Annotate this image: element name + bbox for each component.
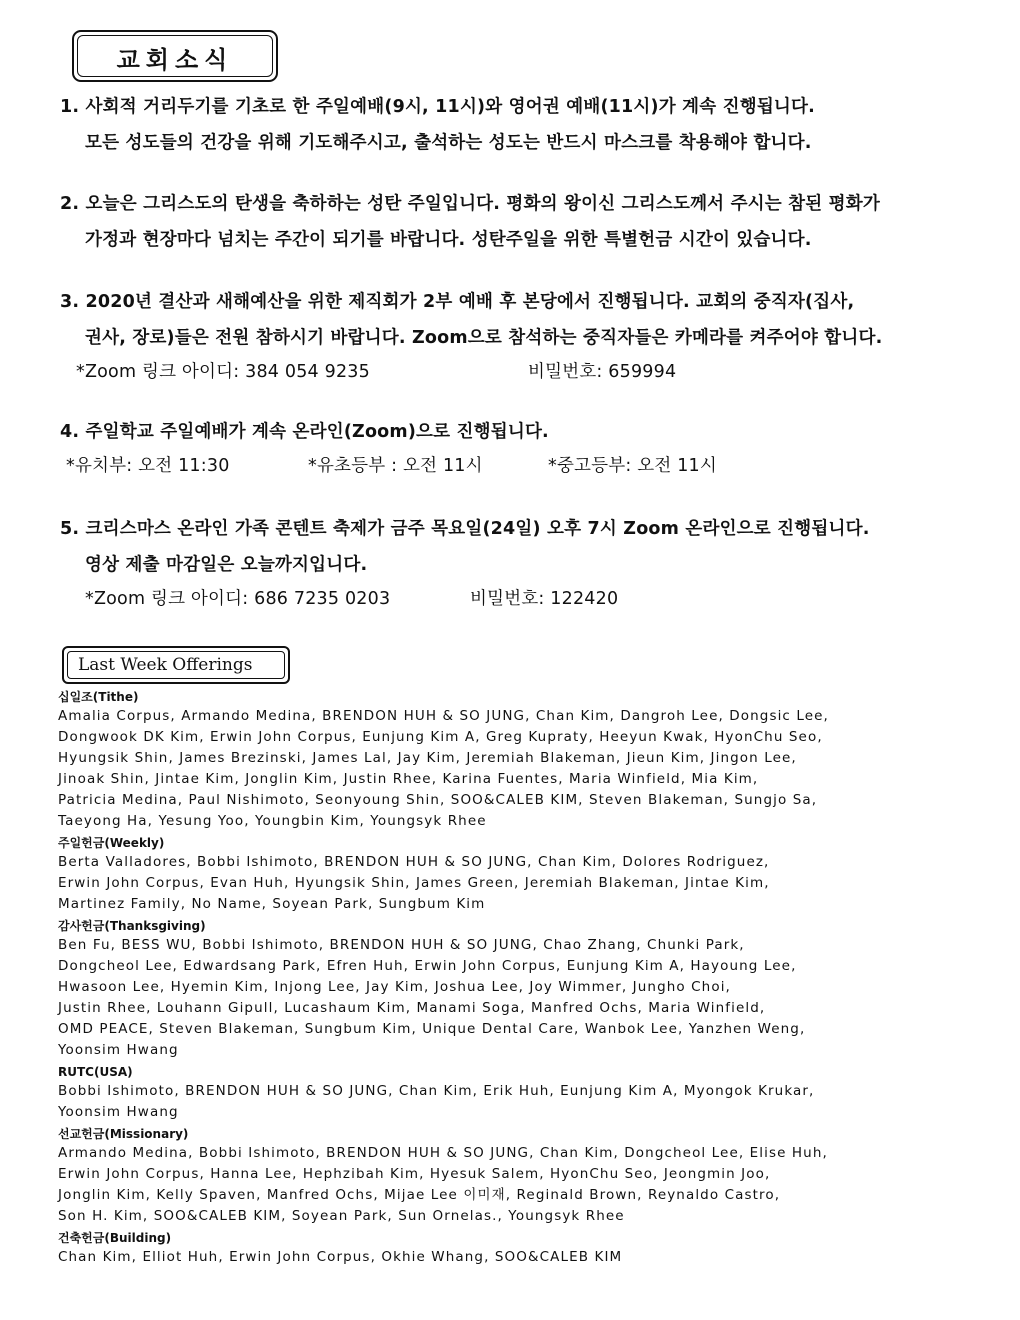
zoom-id: *Zoom 링크 아이디: 384 054 9235 xyxy=(76,362,370,382)
schedule-item: *유치부: 오전 11:30 xyxy=(66,456,230,476)
donor-line: Martinez Family, No Name, Soyean Park, Sungbum Kim xyxy=(58,896,486,912)
donor-line: Bobbi Ishimoto, BRENDON HUH & SO JUNG, Chan Kim, Erik Huh, Eunjung Kim A, Myongok Krukar, xyxy=(58,1083,815,1099)
donor-line: Yoonsim Hwang xyxy=(58,1104,179,1120)
donor-line: Hwasoon Lee, Hyemin Kim, Injong Lee, Jay Kim, Joshua Lee, Joy Wimmer, Jungho Choi, xyxy=(58,979,731,995)
donor-line: Erwin John Corpus, Hanna Lee, Hephzibah Kim, Hyesuk Salem, HyonChu Seo, Jeongmin Joo, xyxy=(58,1166,771,1182)
page-title: 교회소식 xyxy=(116,46,234,74)
offering-category-heading: 건축헌금(Building) xyxy=(58,1231,172,1245)
donor-line: Armando Medina, Bobbi Ishimoto, BRENDON HUH & SO JUNG, Chan Kim, Dongcheol Lee, Elise Huh, xyxy=(58,1145,828,1161)
donor-line: Yoonsim Hwang xyxy=(58,1042,179,1058)
announcement-3 xyxy=(60,284,960,388)
sunday-school-schedule xyxy=(60,450,960,482)
announcement-line: 영상 제출 마감일은 오늘까지입니다. xyxy=(85,555,368,575)
schedule-item: *중고등부: 오전 11시 xyxy=(548,456,717,476)
offering-category-heading: 감사헌금(Thanksgiving) xyxy=(58,919,206,933)
announcement-2 xyxy=(60,186,960,258)
announcement-line: 2. 오늘은 그리스도의 탄생을 축하하는 성탄 주일입니다. 평화의 왕이신 그리스도께서 주시는 참된 평화가 xyxy=(60,194,880,214)
announcement-line: 3. 2020년 결산과 새해예산을 위한 제직회가 2부 예배 후 본당에서 진행됩니다. 교회의 중직자(집사, xyxy=(60,292,855,312)
offering-category-rutc xyxy=(58,1063,958,1123)
announcement-line: 가정과 현장마다 넘치는 주간이 되기를 바랍니다. 성탄주일을 위한 특별헌금 시간이 있습니다. xyxy=(85,230,812,250)
donor-line: Jinoak Shin, Jintae Kim, Jonglin Kim, Justin Rhee, Karina Fuentes, Maria Winfield, Mia Kim, xyxy=(58,771,759,787)
announcement-line: 모든 성도들의 건강을 위해 기도해주시고, 출석하는 성도는 반드시 마스크를 착용해야 합니다. xyxy=(85,133,812,153)
offerings-title-box xyxy=(62,646,290,684)
donor-line: Hyungsik Shin, James Brezinski, James Lal, Jay Kim, Jeremiah Blakeman, Jieun Kim, Jingon Lee, xyxy=(58,750,797,766)
offering-category-building xyxy=(58,1229,958,1268)
donor-line: Patricia Medina, Paul Nishimoto, Seonyoung Shin, SOO&CALEB KIM, Steven Blakeman, Sungjo Sa, xyxy=(58,792,818,808)
donor-line: Jonglin Kim, Kelly Spaven, Manfred Ochs, Mijae Lee 이미재, Reginald Brown, Reynaldo Castro, xyxy=(58,1187,781,1203)
donor-line: Dongwook DK Kim, Erwin John Corpus, Eunjung Kim A, Greg Kupraty, Heeyun Kwak, HyonChu Seo, xyxy=(58,729,823,745)
offering-category-heading: RUTC(USA) xyxy=(58,1065,133,1079)
section-title-box xyxy=(72,30,278,82)
offerings-list xyxy=(58,686,958,1268)
announcement-line: 권사, 장로)들은 전원 참하시기 바랍니다. Zoom으로 참석하는 중직자들은 카메라를 켜주어야 합니다. xyxy=(85,328,883,348)
announcement-line: 4. 주일학교 주일예배가 계속 온라인(Zoom)으로 진행됩니다. xyxy=(60,422,549,442)
zoom-password: 비밀번호: 659994 xyxy=(528,362,677,382)
announcement-4 xyxy=(60,414,960,482)
donor-line: Berta Valladores, Bobbi Ishimoto, BRENDON HUH & SO JUNG, Chan Kim, Dolores Rodriguez, xyxy=(58,854,770,870)
schedule-item: *유초등부 : 오전 11시 xyxy=(308,456,483,476)
offering-category-tithe xyxy=(58,688,958,832)
zoom-password: 비밀번호: 122420 xyxy=(470,589,619,609)
offering-category-heading: 주일헌금(Weekly) xyxy=(58,836,165,850)
donor-line: Amalia Corpus, Armando Medina, BRENDON HUH & SO JUNG, Chan Kim, Dangroh Lee, Dongsic Lee, xyxy=(58,708,829,724)
announcement-5 xyxy=(60,511,960,615)
announcement-line: 5. 크리스마스 온라인 가족 콘텐트 축제가 금주 목요일(24일) 오후 7시 Zoom 온라인으로 진행됩니다. xyxy=(60,519,870,539)
zoom-info-row xyxy=(60,356,960,388)
donor-line: Justin Rhee, Louhann Gipull, Lucashaum Kim, Manami Soga, Manfred Ochs, Maria Winfield, xyxy=(58,1000,766,1016)
offerings-title: Last Week Offerings xyxy=(78,655,253,675)
announcement-1 xyxy=(60,89,960,161)
offering-category-heading: 선교헌금(Missionary) xyxy=(58,1127,189,1141)
donor-line: Dongcheol Lee, Edwardsang Park, Efren Huh, Erwin John Corpus, Eunjung Kim A, Hayoung Lee, xyxy=(58,958,797,974)
donor-line: Son H. Kim, SOO&CALEB KIM, Soyean Park, Sun Ornelas., Youngsyk Rhee xyxy=(58,1208,625,1224)
donor-line: Ben Fu, BESS WU, Bobbi Ishimoto, BRENDON HUH & SO JUNG, Chao Zhang, Chunki Park, xyxy=(58,937,745,953)
offering-category-weekly xyxy=(58,834,958,915)
offering-category-heading: 십일조(Tithe) xyxy=(58,690,139,704)
zoom-id: *Zoom 링크 아이디: 686 7235 0203 xyxy=(85,589,391,609)
donor-line: Taeyong Ha, Yesung Yoo, Youngbin Kim, Youngsyk Rhee xyxy=(58,813,487,829)
zoom-info-row xyxy=(60,583,960,615)
donor-line: Erwin John Corpus, Evan Huh, Hyungsik Shin, James Green, Jeremiah Blakeman, Jintae Kim, xyxy=(58,875,770,891)
offering-category-thanksgiving xyxy=(58,917,958,1061)
announcement-line: 1. 사회적 거리두기를 기초로 한 주일예배(9시, 11시)와 영어권 예배(11시)가 계속 진행됩니다. xyxy=(60,97,815,117)
donor-line: Chan Kim, Elliot Huh, Erwin John Corpus, Okhie Whang, SOO&CALEB KIM xyxy=(58,1249,623,1265)
donor-line: OMD PEACE, Steven Blakeman, Sungbum Kim, Unique Dental Care, Wanbok Lee, Yanzhen Weng, xyxy=(58,1021,806,1037)
offering-category-missionary xyxy=(58,1125,958,1227)
